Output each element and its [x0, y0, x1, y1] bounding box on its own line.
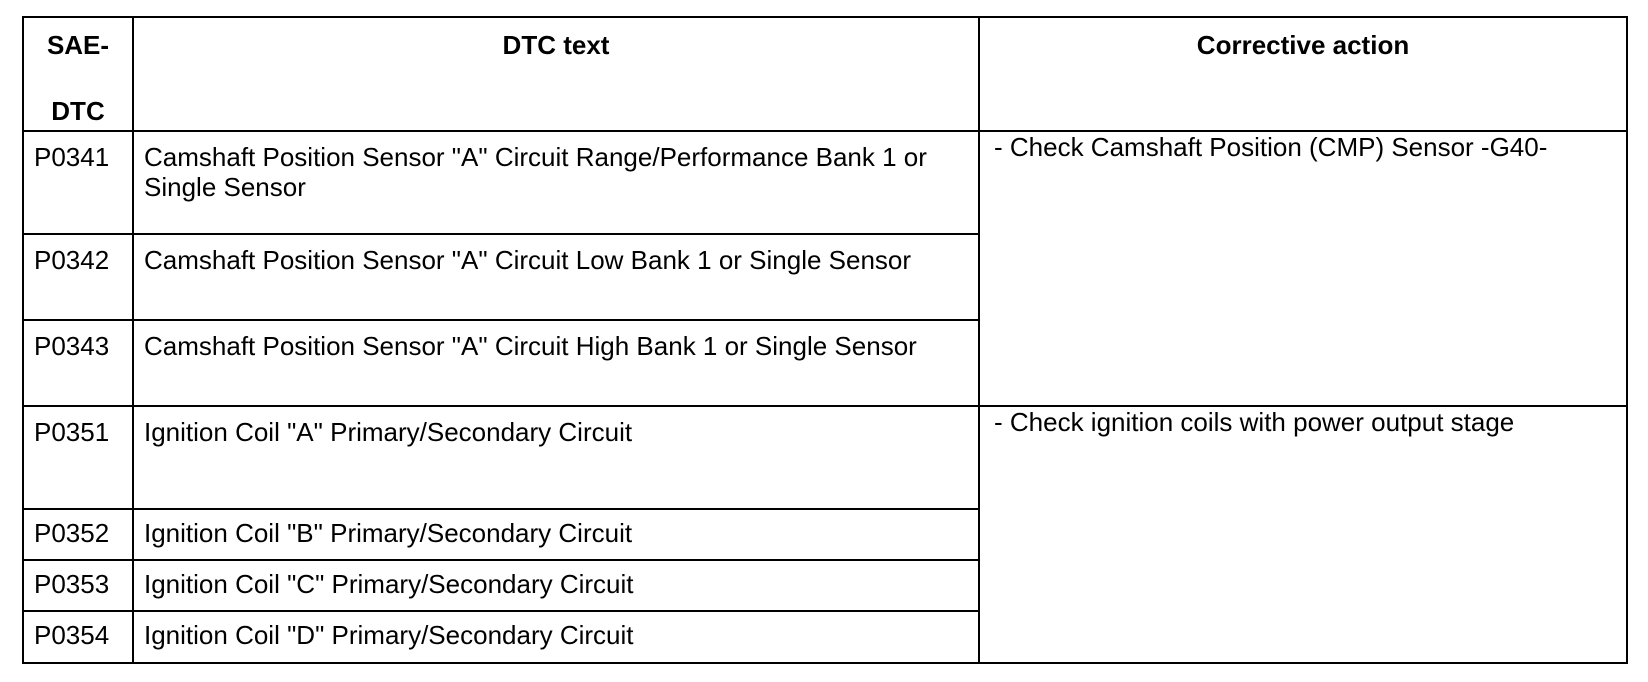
- dtc-code: P0354: [23, 611, 133, 663]
- dtc-text: Ignition Coil "C" Primary/Secondary Circuit: [133, 560, 979, 611]
- dtc-code: P0343: [23, 320, 133, 406]
- corrective-action-camshaft: - Check Camshaft Position (CMP) Sensor -G40-: [979, 131, 1627, 406]
- header-dtc-text: DTC text: [133, 17, 979, 131]
- dtc-code: P0342: [23, 234, 133, 320]
- corrective-action-ignition: - Check ignition coils with power output stage: [979, 406, 1627, 663]
- dtc-text: Camshaft Position Sensor "A" Circuit High Bank 1 or Single Sensor: [133, 320, 979, 406]
- header-corrective-action: Corrective action: [979, 17, 1627, 131]
- header-sae-dtc: [23, 17, 133, 131]
- table-row: [23, 406, 1627, 509]
- dtc-code: P0353: [23, 560, 133, 611]
- dtc-code: P0341: [23, 131, 133, 234]
- dtc-code: P0351: [23, 406, 133, 509]
- header-sae-dtc-line1: SAE-: [46, 30, 110, 60]
- dtc-text: Camshaft Position Sensor "A" Circuit Range/Performance Bank 1 or Single Sensor: [133, 131, 979, 234]
- header-row: [23, 17, 1627, 131]
- dtc-text: Camshaft Position Sensor "A" Circuit Low Bank 1 or Single Sensor: [133, 234, 979, 320]
- dtc-code: P0352: [23, 509, 133, 560]
- table-row: [23, 131, 1627, 234]
- header-sae-dtc-line2: DTC: [51, 96, 105, 126]
- dtc-text: Ignition Coil "B" Primary/Secondary Circuit: [133, 509, 979, 560]
- dtc-text: Ignition Coil "D" Primary/Secondary Circuit: [133, 611, 979, 663]
- dtc-table: [22, 16, 1628, 664]
- dtc-text: Ignition Coil "A" Primary/Secondary Circuit: [133, 406, 979, 509]
